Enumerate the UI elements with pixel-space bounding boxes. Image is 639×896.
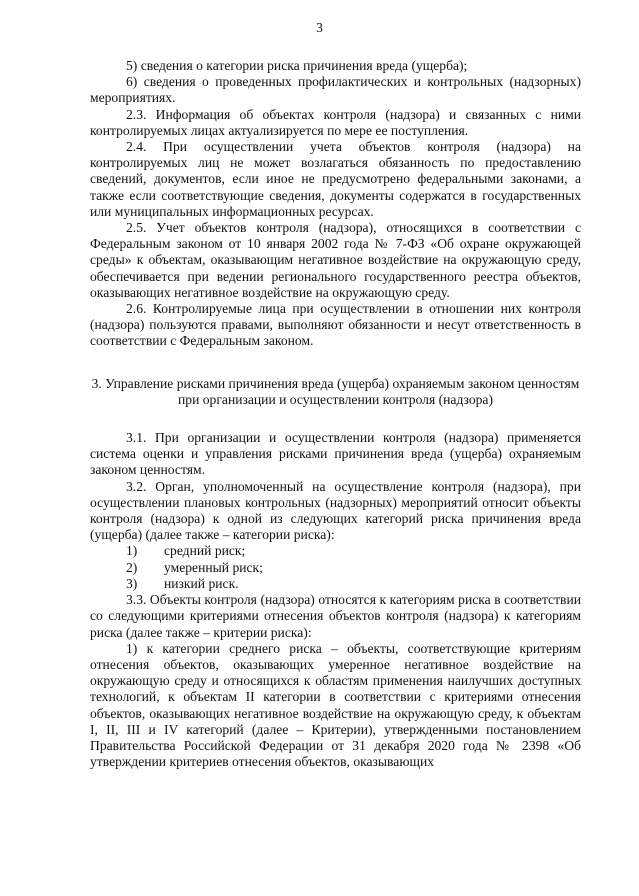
risk-list-text: умеренный риск; <box>164 559 263 575</box>
paragraph-3-1: 3.1. При организации и осуществлении контроля (надзора) применяется система оценки и управления рисками причинения вреда (ущерба) охраняемым законом ценностям. <box>90 430 581 478</box>
page-number: 3 <box>316 20 323 35</box>
risk-list-number: 3) <box>126 575 138 591</box>
paragraph-3-3: 3.3. Объекты контроля (надзора) относятся к категориям риска в соответствии со следующими критериями отнесения объектов контроля (надзора) к категориям риска (далее также – критерии риска): <box>90 592 581 640</box>
risk-list-item <box>90 543 581 559</box>
risk-list-item <box>90 576 581 592</box>
paragraph-item-5: 5) сведения о категории риска причинения вреда (ущерба); <box>126 58 468 73</box>
paragraph-3-3-item-1: 1) к категории среднего риска – объекты, соответствующие критериям отнесения объектов, оказывающих умеренное негативное воздействие на окружающую среду и относящихся к областям применения наилучших доступных технологий, к объектам II категории в соответствии с критериями отнесения объектов, оказывающих негативное воздействие на окружающую среду, к объектам I, II, III и IV категорий (далее – Критерии), утвержденными постановлением Правительства Российской Федерации от 31 декабря 2020 года № 2398 «Об утверждении критериев отнесения объектов, оказывающих <box>90 640 581 770</box>
paragraph-2-6: 2.6. Контролируемые лица при осуществлении в отношении них контроля (надзора) пользуются правами, выполняют обязанности и несут ответственность в соответствии с Федеральным законом. <box>90 301 581 349</box>
risk-list-text: средний риск; <box>164 543 246 559</box>
risk-list-number: 2) <box>126 559 138 575</box>
paragraph-2-5: 2.5. Учет объектов контроля (надзора), относящихся в соответствии с Федеральным законом от 10 января 2002 года № 7-ФЗ «Об охране окружающей среды» к объектам, оказывающим негативное воздействие на окружающую среду, обеспечивается при ведении регионального государственного реестра объектов, оказывающих негативное воздействие на окружающую среду. <box>90 220 581 300</box>
risk-list-item <box>90 560 581 576</box>
risk-list-text: низкий риск. <box>164 575 239 591</box>
paragraph-3-2: 3.2. Орган, уполномоченный на осуществление контроля (надзора), при осуществлении плановых контрольных (надзорных) мероприятий относит объекты контроля (надзора) к одной из следующих категорий риска причинения вреда (ущерба) (далее также – категории риска): <box>90 478 581 543</box>
paragraph-2-4: 2.4. При осуществлении учета объектов контроля (надзора) на контролируемых лиц не может возлагаться обязанность по предоставлению сведений, документов, если иное не предусмотрено федеральными законами, а также если соответствующие сведения, документы содержатся в государственных или муниципальных информационных ресурсах. <box>90 139 581 219</box>
paragraph-item-6: 6) сведения о проведенных профилактических и контрольных (надзорных) мероприятиях. <box>90 74 581 106</box>
risk-list-number: 1) <box>126 543 138 559</box>
section-3-heading: 3. Управление рисками причинения вреда (ущерба) охраняемым законом ценностям при организации и осуществлении контроля (надзора) <box>91 375 580 407</box>
paragraph-2-3: 2.3. Информация об объектах контроля (надзора) и связанных с ними контролируемых лицах актуализируется по мере ее поступления. <box>90 106 581 138</box>
document-body <box>90 58 581 770</box>
